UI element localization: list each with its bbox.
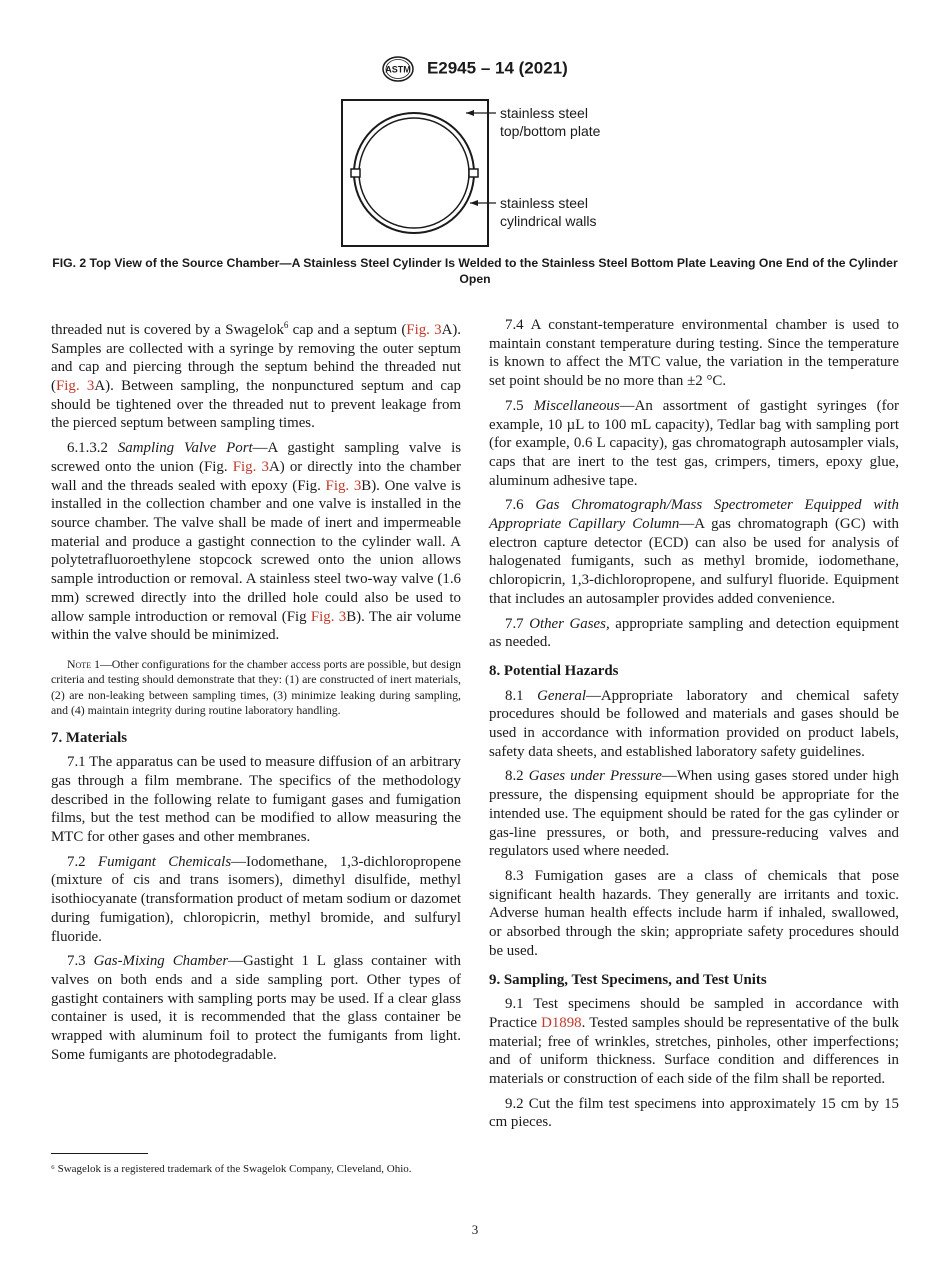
figure-caption: FIG. 2 Top View of the Source Chamber—A Stainless Steel Cylinder Is Welded to the Stainless Steel Bottom Plate Leaving One End of the Cylinder Open (52, 256, 898, 286)
label-cylinder-line1: stainless steel (500, 195, 588, 211)
footnote-6: ⁶ Swagelok is a registered trademark of the Swagelok Company, Cleveland, Ohio. (51, 1163, 412, 1175)
paragraph-7-2: 7.2 Fumigant Chemicals—Iodomethane, 1,3-dichloropropene (mixture of cis and trans isomers), dimethyl disulfide, methyl isothiocyanate (transformation product of metam sodium or dazomet during fumigation), chloropicrin, methyl bromide, and sulfuryl fluoride. (51, 853, 461, 945)
d1898-link[interactable]: D1898 (541, 1014, 582, 1031)
label-top-plate-line2: top/bottom plate (500, 123, 601, 139)
paragraph-7-3: 7.3 Gas-Mixing Chamber—Gastight 1 L glass container with valves on both ends and a side sampling port. Other types of gastight containers with sampling ports may be used. If a clear glass container is used, it is recommended that the glass container be wrapped with aluminum foil to protect the fumigants from light. Some fumigants are photodegradable. (51, 953, 461, 1063)
section-9-heading: 9. Sampling, Test Specimens, and Test Units (489, 971, 767, 988)
document-designation: E2945 – 14 (2021) (426, 58, 568, 78)
paragraph-7-1: 7.1 The apparatus can be used to measure diffusion of an arbitrary gas through a film membrane. The specifics of the methodology described in the following relate to fumigant gases and fumigation films, but the test method can be modified to allow measuring the MTC for other gases and other membranes. (51, 754, 461, 846)
source-chamber-figure (0, 95, 950, 255)
paragraph-7-4: 7.4 A constant-temperature environmental chamber is used to maintain constant temperature during testing. Since the temperature is known to affect the MTC value, the variation in the temperature set point should be no more than ±2 °C. (489, 317, 899, 390)
paragraph-9-2: 9.2 Cut the film test specimens into approximately 15 cm by 15 cm pieces. (489, 1095, 899, 1131)
page-number: 3 (471, 1222, 479, 1237)
paragraph-7-7: 7.7 Other Gases, appropriate sampling and detection equipment as needed. (489, 615, 899, 651)
note-1: Note 1—Other configurations for the chamber access ports are possible, but design criteria and testing should demonstrate that they: (1) are constructed of inert materials, (2) are non-leaking between sampling times, (3) minimize leaking during sampling, and (4) maintain integrity during routine laboratory handling. (51, 656, 461, 718)
svg-text:ASTM: ASTM (385, 64, 411, 75)
right-port (469, 169, 478, 177)
page-header (0, 56, 950, 82)
fig3-link[interactable]: Fig. 3 (406, 321, 442, 338)
left-column (51, 316, 461, 1071)
right-column (489, 316, 899, 1138)
fig3-link[interactable]: Fig. 3 (325, 477, 362, 494)
fig3-link[interactable]: Fig. 3 (310, 608, 347, 625)
section-8-heading: 8. Potential Hazards (489, 662, 619, 679)
left-port (351, 169, 360, 177)
paragraph-8-3: 8.3 Fumigation gases are a class of chemicals that pose significant health hazards. They generally are irritants and toxic. Adverse human health effects include harm if inhaled, swallowed, or absorbed through the skin; appropriate safety procedures should be used. (489, 867, 899, 959)
paragraph-7-5: 7.5 Miscellaneous—An assortment of gastight syringes (for example, 10 µL to 100 mL capacity), Tedlar bag with sampling port (for example, 0.6 L capacity), gas chromatograph autosampler vials, caps that are inert to the test gas, crimpers, timers, epoxy glue, aluminum adhesive tape. (489, 397, 899, 489)
fig3-link[interactable]: Fig. 3 (232, 458, 269, 475)
paragraph-8-2: 8.2 Gases under Pressure—When using gases stored under high pressure, the dispensing equipment should be appropriate for the intended use. The equipment should be rated for the gas cylinder or gas-line pressures, or both, and pressure-reducing valves and regulators used where needed. (489, 768, 899, 860)
label-top-plate-line1: stainless steel (500, 105, 588, 121)
label-cylinder-line2: cylindrical walls (500, 213, 597, 229)
paragraph-9-1: 9.1 Test specimens should be sampled in accordance with Practice D1898. Tested samples should be representative of the bulk material; free of wrinkles, stretches, pinholes, other imperfections; and of uniform thickness. Surface condition and differences in materials or construction of each side of the film shall be reported. (489, 996, 899, 1088)
footnote-divider (51, 1153, 148, 1154)
paragraph-7-6: 7.6 Gas Chromatograph/Mass Spectrometer Equipped with Appropriate Capillary Column—A gas chromatograph (GC) with electron capture detector (ECD) can also be used for analysis of halogenated fumigants, such as methyl bromide, iodomethane, chloropicrin, 1,3-dichloropropene, and sulfuryl fluoride. Equipment that includes an autosampler provides added convenience. (489, 497, 899, 607)
paragraph-8-1: 8.1 General—Appropriate laboratory and chemical safety procedures should be followed and materials and gases should be used in accordance with information provided on product labels, safety data sheets, and established laboratory safety guidelines. (489, 687, 899, 760)
fig3-link[interactable]: Fig. 3 (55, 378, 95, 395)
astm-logo-icon (382, 56, 414, 82)
paragraph-6-1-3-2: 6.1.3.2 Sampling Valve Port—A gastight sampling valve is screwed onto the union (Fig. Fig. 3A) or directly into the chamber wall and the threads sealed with epoxy (Fig. Fig. 3B). One valve is installed in the collection chamber and one valve is installed in the source chamber. The valve shall be made of inert and impermeable material and produce a gastight connection to the cylinder wall. A polytetrafluoroethylene stopcock screwed onto the union allows sample introduction or removal. A stainless steel two-way valve (1.6 mm) screwed directly into the drilled hole could also be used to allow sample introduction or removal (Fig Fig. 3B). The air volume within the valve should be minimized. (51, 440, 462, 644)
top-plate-outline (342, 100, 488, 246)
section-7-heading: 7. Materials (51, 729, 128, 746)
paragraph-6-1-3-1-cont: threaded nut is covered by a Swagelok$^6$ cap and a septum (Fig. 3A). Samples are collected with a syringe by removing the outer septum and cap and piercing through the septum behind the threaded nut (Fig. 3A). Between sampling, the nonpunctured septum and cap should be tightened over the threaded nut to prevent leakage from the pierced septum between sampling times. (51, 320, 461, 432)
